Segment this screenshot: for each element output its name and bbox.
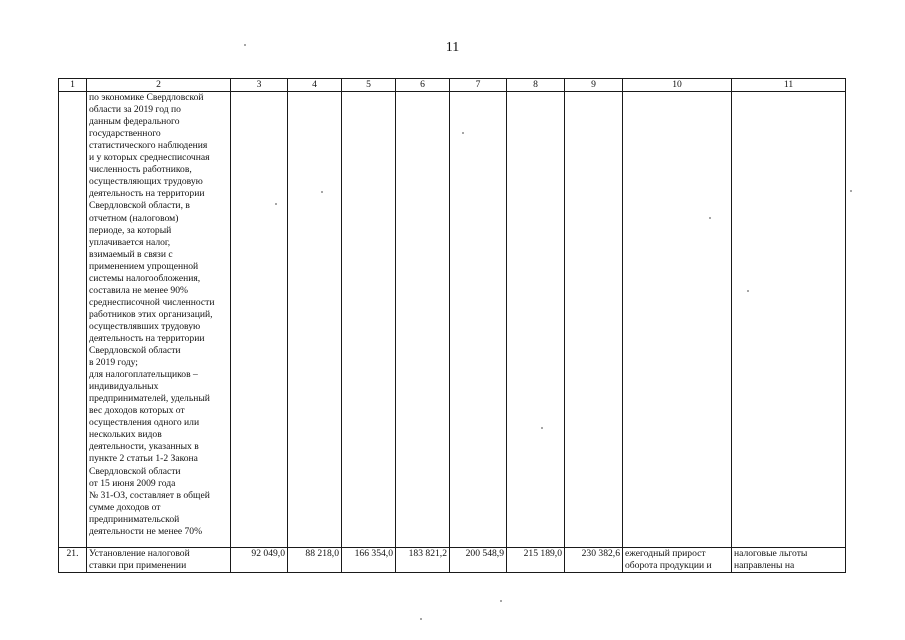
value-cell: 215 189,0 — [507, 548, 565, 573]
table-cell — [231, 92, 288, 548]
header-cell: 4 — [288, 79, 342, 92]
text-line: № 31-ОЗ, составляет в общей — [89, 489, 210, 501]
text-line: вес доходов которых от — [89, 405, 185, 417]
text-line: в 2019 году; — [89, 357, 138, 369]
text-line: Свердловской области, в — [89, 200, 190, 212]
text-line: государственного — [89, 128, 161, 140]
table-cell — [396, 92, 450, 548]
value-cell: 92 049,0 — [231, 548, 288, 573]
text-line: осуществлявших трудовую — [89, 320, 201, 332]
scan-speck — [244, 44, 246, 46]
assessment-cell — [732, 548, 846, 573]
text-line: предпринимательской — [89, 513, 180, 525]
text-line: пункте 2 статьи 1-2 Закона — [89, 453, 198, 465]
text-line: деятельности, указанных в — [89, 441, 199, 453]
value-cell: 200 548,9 — [450, 548, 507, 573]
header-cell: 8 — [507, 79, 565, 92]
table-cell — [623, 92, 732, 548]
value-cell: 166 354,0 — [342, 548, 396, 573]
text-line: работников этих организаций, — [89, 308, 213, 320]
value-cell: 183 821,2 — [396, 548, 450, 573]
scan-speck — [709, 217, 711, 219]
header-cell: 2 — [87, 79, 231, 92]
text-line: деятельность на территории — [89, 188, 205, 200]
text-line: системы налогообложения, — [89, 272, 201, 284]
assessment-text — [734, 548, 843, 572]
scan-speck — [747, 290, 749, 292]
table-row-continuation — [59, 92, 846, 548]
text-line: данным федерального — [89, 116, 180, 128]
table-cell — [565, 92, 623, 548]
result-cell — [623, 548, 732, 573]
text-line: статистического наблюдения — [89, 140, 208, 152]
text-line: численность работников, — [89, 164, 192, 176]
text-line: уплачивается налог, — [89, 236, 171, 248]
description-text — [89, 92, 228, 538]
value-cell: 230 382,6 — [565, 548, 623, 573]
text-line: Установление налоговой — [89, 548, 190, 560]
description-cell — [87, 548, 231, 573]
header-row — [59, 79, 846, 92]
description-text — [89, 548, 228, 572]
scan-speck — [850, 190, 852, 192]
header-cell: 1 — [59, 79, 87, 92]
scan-speck — [462, 132, 464, 134]
text-line: сумме доходов от — [89, 501, 161, 513]
text-line: оборота продукции и — [625, 560, 712, 572]
scan-speck — [321, 191, 323, 193]
text-line: ежегодный прирост — [625, 548, 706, 560]
scan-speck — [275, 203, 277, 205]
description-cell — [87, 92, 231, 548]
text-line: налоговые льготы — [734, 548, 808, 560]
text-line: периоде, за который — [89, 224, 172, 236]
text-line: по экономике Свердловской — [89, 92, 204, 104]
text-line: Свердловской области — [89, 465, 181, 477]
text-line: отчетном (налоговом) — [89, 212, 179, 224]
header-cell: 5 — [342, 79, 396, 92]
page-number: 11 — [445, 40, 460, 55]
row-index: 21. — [59, 548, 87, 573]
header-cell: 3 — [231, 79, 288, 92]
header-cell: 10 — [623, 79, 732, 92]
header-cell: 11 — [732, 79, 846, 92]
result-text — [625, 548, 729, 572]
text-line: деятельности не менее 70% — [89, 525, 203, 537]
text-line: среднесписочной численности — [89, 296, 215, 308]
header-cell: 6 — [396, 79, 450, 92]
text-line: деятельность на территории — [89, 332, 205, 344]
table-cell — [507, 92, 565, 548]
text-line: взимаемый в связи с — [89, 248, 173, 260]
text-line: осуществляющих трудовую — [89, 176, 203, 188]
text-line: индивидуальных — [89, 381, 159, 393]
header-cell: 7 — [450, 79, 507, 92]
text-line: от 15 июня 2009 года — [89, 477, 176, 489]
scan-speck — [420, 618, 422, 620]
text-line: нескольких видов — [89, 429, 162, 441]
table-cell — [732, 92, 846, 548]
table-cell — [288, 92, 342, 548]
text-line: осуществления одного или — [89, 417, 200, 429]
text-line: для налогоплательщиков – — [89, 369, 198, 381]
text-line: ставки при применении — [89, 560, 187, 572]
table-row-21 — [59, 548, 846, 573]
table-cell — [59, 92, 87, 548]
table-cell — [342, 92, 396, 548]
scan-speck — [541, 427, 543, 429]
text-line: составила не менее 90% — [89, 284, 188, 296]
value-cell: 88 218,0 — [288, 548, 342, 573]
text-line: направлены на — [734, 560, 795, 572]
data-table — [58, 78, 846, 573]
text-line: и у которых среднесписочная — [89, 152, 210, 164]
text-line: Свердловской области — [89, 345, 181, 357]
scan-speck — [500, 600, 502, 602]
text-line: области за 2019 год по — [89, 104, 181, 116]
text-line: применением упрощенной — [89, 260, 199, 272]
table-cell — [450, 92, 507, 548]
text-line: предпринимателей, удельный — [89, 393, 210, 405]
header-cell: 9 — [565, 79, 623, 92]
